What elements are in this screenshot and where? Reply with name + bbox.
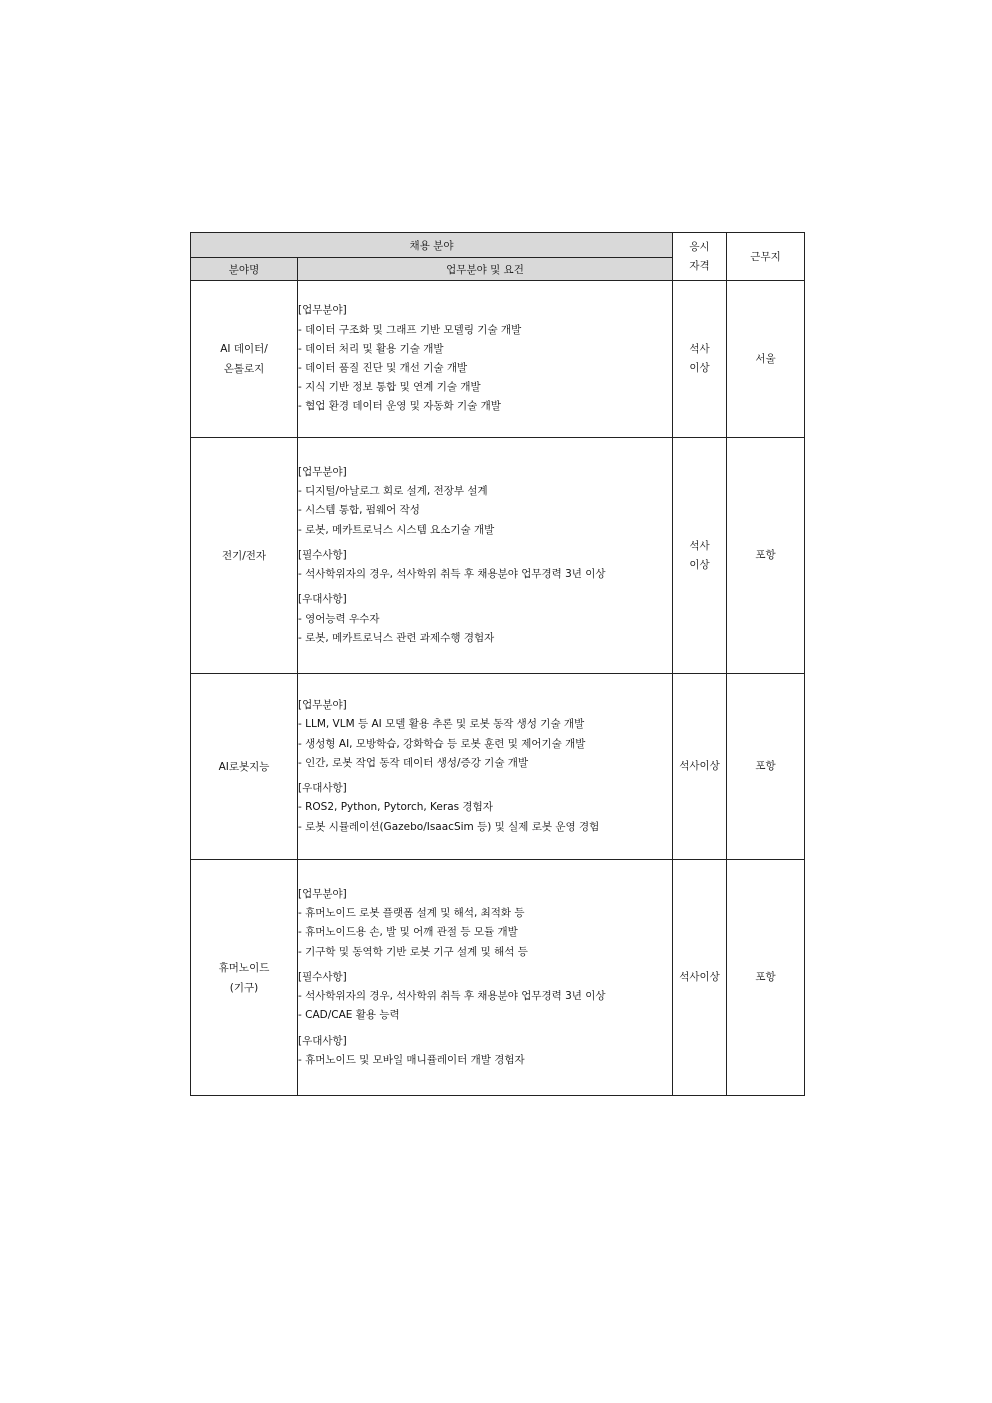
field-name-line: AI 데이터/ <box>220 343 268 355</box>
duty-section-title: [업무분야] <box>298 699 347 712</box>
duty-section-title: [우대사항] <box>298 782 347 795</box>
table-row <box>191 674 805 860</box>
list-item: - 영어능력 우수자 <box>298 612 380 625</box>
qualification-cell <box>673 860 727 1096</box>
qualification-line: 석사 <box>689 343 710 355</box>
table-row <box>191 281 805 438</box>
list-item: - 로봇 시뮬레이션(Gazebo/IsaacSim 등) 및 실제 로봇 운영 경험 <box>298 820 600 833</box>
list-item: - 생성형 AI, 모방학습, 강화학습 등 로봇 훈련 및 제어기술 개발 <box>298 737 586 750</box>
duty-section <box>298 1032 672 1070</box>
field-name-cell <box>191 674 298 860</box>
qualification-cell <box>673 281 727 438</box>
list-item: - 디지털/아날로그 회로 설계, 전장부 설계 <box>298 485 488 498</box>
duty-section <box>298 546 672 584</box>
list-item: - 로봇, 메카트로닉스 관련 과제수행 경험자 <box>298 631 495 644</box>
list-item: - 데이터 처리 및 활용 기술 개발 <box>298 342 444 355</box>
qualification-line: 석사 <box>689 539 710 552</box>
list-item: - 석사학위자의 경우, 석사학위 취득 후 채용분야 업무경력 3년 이상 <box>298 568 606 581</box>
duty-section <box>298 885 672 962</box>
qualification-line: 이상 <box>689 558 710 571</box>
list-item: - 휴머노이드용 손, 발 및 어깨 관절 등 모듈 개발 <box>298 926 518 939</box>
header-qualification-line2: 자격 <box>689 259 710 272</box>
header-qualification <box>673 233 727 281</box>
header-recruit-field: 채용 분야 <box>191 233 673 258</box>
list-item: - 석사학위자의 경우, 석사학위 취득 후 채용분야 업무경력 3년 이상 <box>298 990 606 1003</box>
duty-section <box>298 968 672 1026</box>
location-cell: 포항 <box>727 860 805 1096</box>
list-item: - 휴머노이드 로봇 플랫폼 설계 및 해석, 최적화 등 <box>298 907 525 920</box>
qualification-cell <box>673 674 727 860</box>
header-duties: 업무분야 및 요건 <box>298 258 673 281</box>
qualification-line: 석사이상 <box>679 971 720 983</box>
field-name-line: 전기/전자 <box>221 549 267 562</box>
duty-section <box>298 779 672 837</box>
duty-section-title: [필수사항] <box>298 970 347 983</box>
duty-section-title: [필수사항] <box>298 548 347 561</box>
field-name-cell <box>191 860 298 1096</box>
list-item: - 인간, 로봇 작업 동작 데이터 생성/증강 기술 개발 <box>298 756 529 769</box>
duty-section-title: [업무분야] <box>298 466 347 479</box>
duty-section-title: [업무분야] <box>298 888 347 901</box>
qualification-cell <box>673 438 727 674</box>
list-item: - CAD/CAE 활용 능력 <box>298 1009 400 1022</box>
header-location: 근무지 <box>727 233 805 281</box>
location-cell: 포항 <box>727 438 805 674</box>
table-row <box>191 860 805 1096</box>
location-cell: 포항 <box>727 674 805 860</box>
list-item: - 휴머노이드 및 모바일 매니퓰레이터 개발 경험자 <box>298 1053 525 1066</box>
field-name-line: 온톨로지 <box>223 363 265 375</box>
field-name-cell <box>191 438 298 674</box>
duties-cell <box>298 281 673 438</box>
list-item: - 데이터 품질 진단 및 개선 기술 개발 <box>298 362 468 374</box>
duty-section-title: [업무분야] <box>298 304 347 317</box>
list-item: - 협업 환경 데이터 운영 및 자동화 기술 개발 <box>298 400 501 413</box>
table-row <box>191 438 805 674</box>
field-name-line: (기구) <box>229 981 259 994</box>
list-item: - 지식 기반 정보 통합 및 연계 기술 개발 <box>298 381 481 394</box>
duty-section <box>298 696 672 773</box>
header-qualification-line1: 응시 <box>689 240 710 253</box>
duty-section <box>298 590 672 648</box>
field-name-line: 휴머노이드 <box>218 961 270 974</box>
list-item: - 기구학 및 동역학 기반 로봇 기구 설계 및 해석 등 <box>298 945 528 958</box>
duty-section-title: [우대사항] <box>298 593 347 606</box>
list-item: - 데이터 구조화 및 그래프 기반 모델링 기술 개발 <box>298 323 522 336</box>
list-item: - 로봇, 메카트로닉스 시스템 요소기술 개발 <box>298 523 495 536</box>
field-name-line: AI로봇지능 <box>218 760 270 773</box>
recruitment-table <box>190 232 805 1096</box>
qualification-line: 이상 <box>689 362 710 374</box>
list-item: - 시스템 통합, 펌웨어 작성 <box>298 504 420 517</box>
duty-section-title: [우대사항] <box>298 1034 347 1047</box>
list-item: - ROS2, Python, Pytorch, Keras 경험자 <box>298 801 493 814</box>
duty-section <box>298 301 672 416</box>
duties-cell <box>298 438 673 674</box>
duties-cell <box>298 674 673 860</box>
duties-cell <box>298 860 673 1096</box>
qualification-line: 석사이상 <box>679 760 720 772</box>
header-field-name: 분야명 <box>191 258 298 281</box>
list-item: - LLM, VLM 등 AI 모델 활용 추론 및 로봇 동작 생성 기술 개발 <box>298 718 585 731</box>
field-name-cell <box>191 281 298 438</box>
duty-section <box>298 463 672 540</box>
location-cell: 서울 <box>727 281 805 438</box>
